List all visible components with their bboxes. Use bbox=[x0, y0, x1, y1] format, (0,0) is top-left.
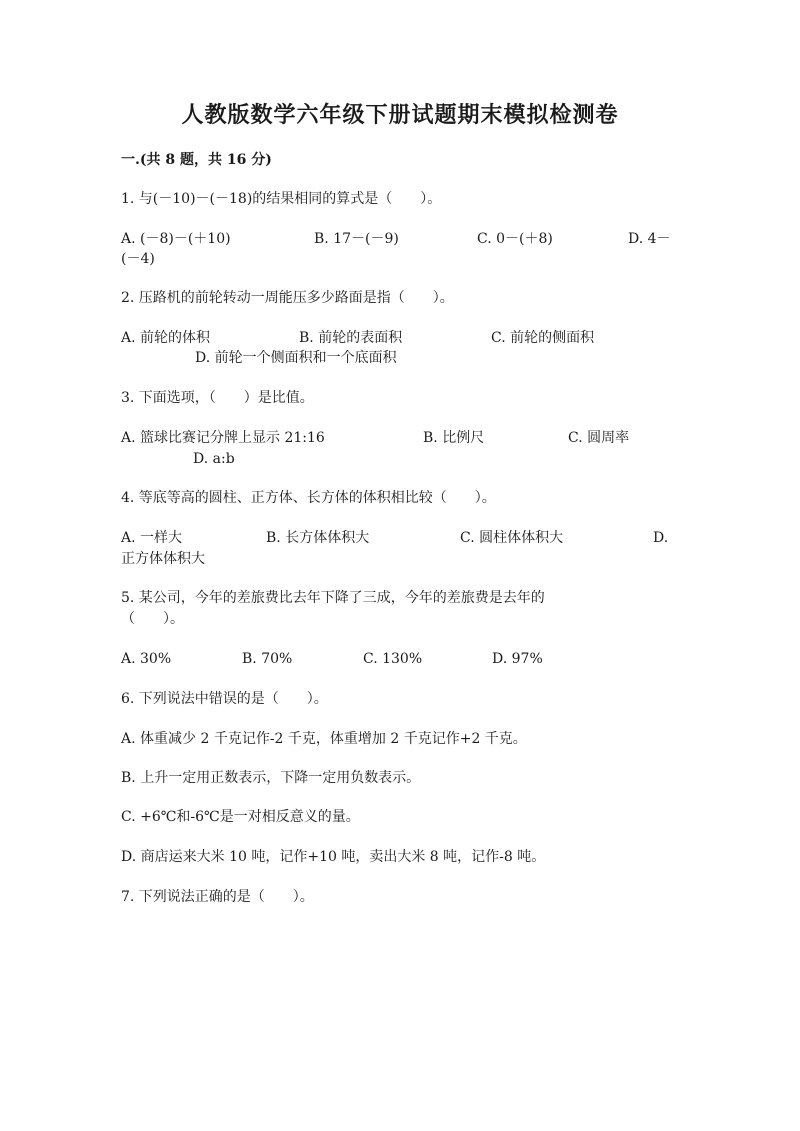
question-5-option-c: C. 130% bbox=[363, 651, 423, 667]
question-4-stem: 4. 等底等高的圆柱、正方体、长方体的体积相比较（ ）。 bbox=[121, 490, 496, 506]
question-1-stem: 1. 与(－10)－(－18)的结果相同的算式是（ ）。 bbox=[121, 191, 442, 207]
question-6-option-a: A. 体重减少 2 千克记作-2 千克，体重增加 2 千克记作+2 千克。 bbox=[121, 731, 527, 747]
question-1-option-d: D. 4－ bbox=[628, 231, 671, 247]
question-1-option-a: A. (－8)－(＋10) bbox=[121, 231, 231, 247]
question-2-option-b: B. 前轮的表面积 bbox=[299, 330, 403, 346]
question-5-option-d: D. 97% bbox=[492, 651, 543, 667]
question-6-option-d: D. 商店运来大米 10 吨，记作+10 吨，卖出大米 8 吨，记作-8 吨。 bbox=[121, 849, 546, 865]
question-7-stem: 7. 下列说法正确的是（ ）。 bbox=[121, 889, 314, 905]
question-1-option-d-wrap: (－4) bbox=[121, 251, 155, 267]
page-title: 人教版数学六年级下册试题期末模拟检测卷 bbox=[181, 102, 619, 128]
question-3-stem: 3. 下面选项，（ ）是比值。 bbox=[121, 390, 314, 406]
question-1-option-b: B. 17－(－9) bbox=[314, 231, 399, 247]
question-5-stem: 5. 某公司，今年的差旅费比去年下降了三成，今年的差旅费是去年的 bbox=[121, 590, 545, 606]
question-5-option-a: A. 30% bbox=[121, 651, 172, 667]
question-2-option-a: A. 前轮的体积 bbox=[121, 330, 211, 346]
question-2-option-c: C. 前轮的侧面积 bbox=[491, 330, 595, 346]
question-6-option-b: B. 上升一定用正数表示，下降一定用负数表示。 bbox=[121, 770, 421, 786]
question-4-option-a: A. 一样大 bbox=[121, 530, 183, 546]
question-3-option-c: C. 圆周率 bbox=[568, 430, 630, 446]
question-3-option-b: B. 比例尺 bbox=[423, 430, 485, 446]
question-4-option-b: B. 长方体体积大 bbox=[266, 530, 370, 546]
question-4-option-c: C. 圆柱体体积大 bbox=[460, 530, 564, 546]
question-2-option-d: D. 前轮一个侧面积和一个底面积 bbox=[195, 350, 397, 366]
question-2-stem: 2. 压路机的前轮转动一周能压多少路面是指（ ）。 bbox=[121, 290, 454, 306]
question-1-option-c: C. 0－(＋8) bbox=[477, 231, 553, 247]
question-4-option-d-wrap: 正方体体积大 bbox=[121, 551, 205, 567]
question-3-option-d: D. a:b bbox=[193, 451, 235, 467]
question-6-option-c: C. +6℃和-6℃是一对相反意义的量。 bbox=[121, 809, 360, 825]
question-5-stem-wrap: （ ）。 bbox=[121, 611, 184, 627]
section-heading: 一.(共 8 题，共 16 分) bbox=[121, 152, 272, 168]
question-4-option-d: D. bbox=[653, 530, 669, 546]
question-3-option-a: A. 篮球比赛记分牌上显示 21:16 bbox=[121, 430, 325, 446]
question-6-stem: 6. 下列说法中错误的是（ ）。 bbox=[121, 691, 328, 707]
question-5-option-b: B. 70% bbox=[242, 651, 293, 667]
